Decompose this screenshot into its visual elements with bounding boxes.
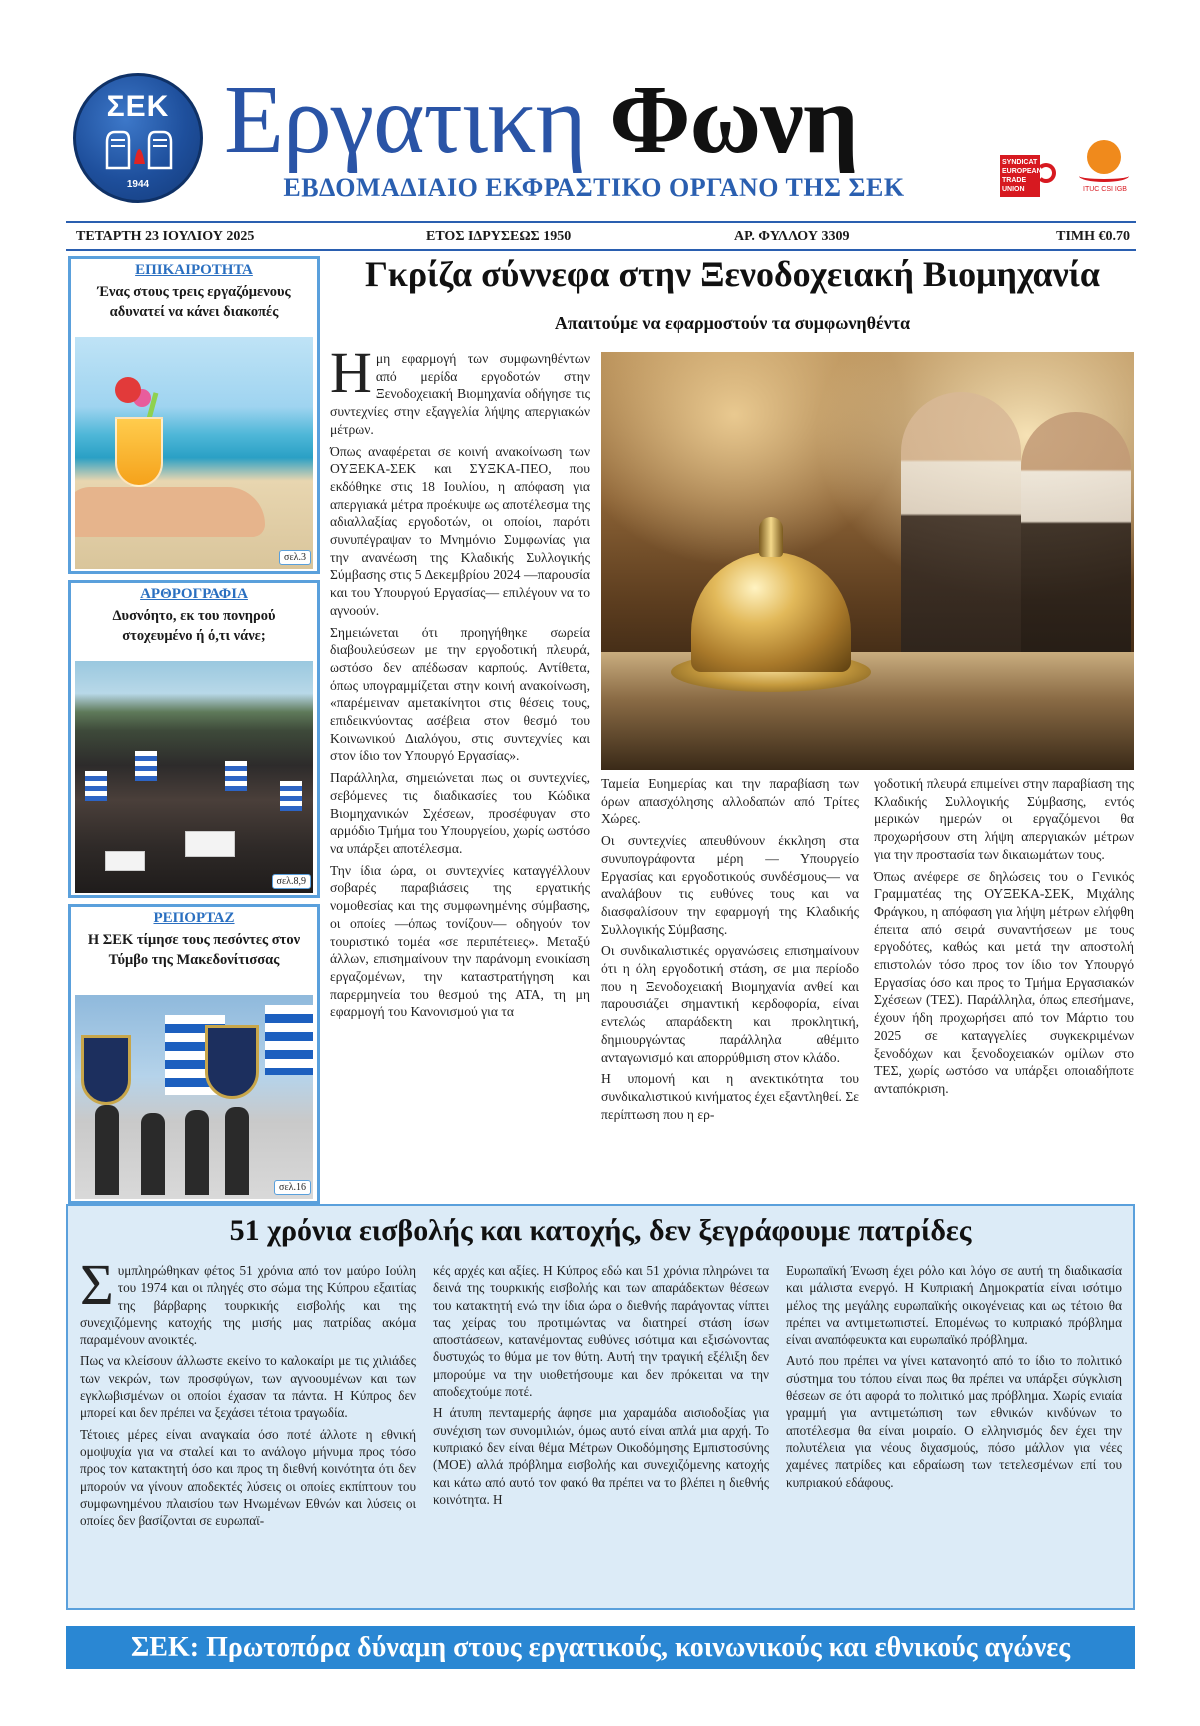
lead-subheadline: Απαιτούμε να εφαρμοστούν τα συμφωνηθέντα <box>554 313 911 333</box>
dateline-rule-bottom <box>66 249 1136 251</box>
person-shape <box>185 1110 209 1195</box>
page-reference[interactable]: σελ.3 <box>279 550 311 565</box>
page-reference[interactable]: σελ.8,9 <box>272 874 311 889</box>
protest-crowd-photo <box>75 661 313 893</box>
invasion-column-3 <box>786 1262 1122 1495</box>
newspaper-subtitle: ΕΒΔΟΜΑΔΙΑΙΟ ΕΚΦΡΑΣΤΙΚΟ ΟΡΓΑΝΟ ΤΗΣ ΣΕΚ <box>283 173 905 202</box>
lead-column-1 <box>330 340 590 1025</box>
ituc-logo-text: ITUC CSI IGB <box>1083 186 1127 193</box>
sidebar-box-opinion[interactable] <box>68 580 320 898</box>
sek-logo <box>73 73 203 203</box>
lead-column-2 <box>601 775 859 1127</box>
sidebar-headline[interactable]: Ένας στους τρεις εργαζόμενους αδυνατεί να κάνει διακοπές <box>97 284 291 320</box>
article-paragraph: Η άτυπη πενταμερής άφησε μια χαραμάδα αισιοδοξίας για συνέχιση των συνομιλιών, όμως αυτό είναι απλά μια αρχή. Το κυπριακό δεν είναι θέμα Μέτρων Οικοδόμησης Εμπιστοσύνης (ΜΟΕ) αλλά πρόβλημα εισβολής και συνεχιζόμενης κατοχής και κάτω από αυτό τον φακό θα πρέπει να το βλέπει η διεθνής κοινότητα. Η <box>433 1405 769 1507</box>
standard-banner-shape <box>81 1035 131 1105</box>
bell-knob-shape <box>759 517 783 557</box>
sek-logo-year: 1944 <box>126 179 150 190</box>
etuc-logo <box>1000 155 1062 197</box>
sidebar-headline[interactable]: Η ΣΕΚ τίμησε τους πεσόντες στον Τύμβο της Μακεδονίτισσας <box>87 932 301 968</box>
article-paragraph: Ταμεία Ευημερίας και την παραβίαση των όρων απασχόλησης αλλοδαπών από Τρίτες Χώρες. <box>601 776 859 827</box>
banner-shape <box>185 831 235 857</box>
ituc-wave-icon <box>1079 170 1129 182</box>
page-reference[interactable]: σελ.16 <box>274 1180 311 1195</box>
flag-shape <box>85 771 107 801</box>
etuc-swirl-icon <box>1036 163 1056 183</box>
invasion-column-1 <box>80 1252 416 1533</box>
article-paragraph: Ημη εφαρμογή των συμφωνηθέντων από μερίδα εργοδοτών στην Ξενοδοχειακή Βιομηχανία οδήγησε τις συντεχνίες στην εξαγγελία λήψης απεργιακών μέτρων. <box>330 340 590 437</box>
article-paragraph: Παράλληλα, σημειώνεται πως οι συντεχνίες, σεβόμενες τις διαδικασίες του Κώδικα Βιομηχανικών Σχέσεων, προσέφυγαν στο αρμόδιο Τμήμα του Υπουργείου, χωρίς ωστόσο να υπάρξει αποτέλεσμα. <box>330 770 590 856</box>
greek-flag-shape <box>265 1005 313 1075</box>
article-paragraph: Σημειώνεται ότι προηγήθηκε σωρεία διαβουλεύσεων με την εργοδοτική πλευρά, ωστόσο δεν απέδωσαν καρπούς. Αντίθετα, όπως υπογραμμίζεται στην κοινή ανακοίνωση, «παρέμειναν αμετακίνητοι στις θέσεις τους, επιδεικνύοντας ασέβεια στον θεσμό του Κοινωνικού Διαλόγου, στις συντεχνίες και στον ίδιο τον Υπουργό Εργασίας». <box>330 624 590 764</box>
standard-banner-shape <box>205 1025 259 1099</box>
article-paragraph: Αυτό που πρέπει να γίνει κατανοητό από το ίδιο το πολιτικό σύστημα του τόπου είναι πως θα πρέπει να υπάρξει σύγκλιση θέσεων σε ότι αφορά το πολιτικό μας πρόβλημα. Χωρίς ενιαία γραμμή για αντιμετώπιση των εθνικών κινδύνων το αποτέλεσμα θα είναι μοιραίο. Ο ελληνισμός δεν έχει την πολυτέλεια για νέους διχασμούς, πόσο μάλλον για νέες χαμένες πατρίδες και εδραίωση των τετελεσμένων επί του κυπριακού εδάφους. <box>786 1353 1122 1490</box>
sidebar-category[interactable]: ΡΕΠΟΡΤΑΖ <box>153 910 235 926</box>
person-shape <box>95 1105 119 1195</box>
banner-shape <box>105 851 145 871</box>
sek-logo-text: ΣΕΚ <box>106 90 170 123</box>
article-paragraph: Την ίδια ώρα, οι συντεχνίες καταγγέλλουν σοβαρές παραβιάσεις της εργατικής νομοθεσίας και της συμφωνημένης σύμβασης, οι οποίες —όπως τονίζουν— οδηγούν τον τουριστικό τομέα «σε περιπέτειες». Μεταξύ άλλων, επισημαίνουν την παράνομη ενοικίαση εργαζομένων, την καταστρατήγηση και παρερμηνεία του θεσμού της ΑΤΑ, τη μη εφαρμογή του Κανονισμού για τα <box>330 862 590 1020</box>
article-paragraph: Ευρωπαϊκή Ένωση έχει ρόλο και λόγο σε αυτή τη διαδικασία και μάλιστα ενεργό. Η Κυπριακή Δημοκρατία είναι ισότιμο μέλος της μεγάλης ευρωπαϊκής οικογένειας και ως τέτοιο θα πρέπει να αντιμετωπιστεί. Επομένως το κυπριακό πρόβλημα είναι αναπόφευκτα και ευρωπαϊκό πρόβλημα. <box>786 1263 1122 1348</box>
invasion-headline[interactable]: 51 χρόνια εισβολής και κατοχής, δεν ξεγράφουμε πατρίδες <box>229 1214 972 1247</box>
article-paragraph: Πως να κλείσουν άλλωστε εκείνο το καλοκαίρι με τις χιλιάδες των νεκρών, των προσφύγων, των αγνοουμένων και των εγκλωβισμένων οι οποίοι έχασαν τα πάντα. Η Κύπρος δεν μπορεί και δεν πρέπει να ξεχάσει τέτοια τραγωδία. <box>80 1353 416 1421</box>
ituc-sun-icon <box>1087 140 1121 174</box>
title-word-2: Φωνη <box>609 66 858 174</box>
sidebar-box-news[interactable] <box>68 256 320 574</box>
person-shape <box>141 1113 165 1195</box>
hotel-reception-photo <box>601 352 1134 770</box>
article-paragraph: Οι συντεχνίες απευθύνουν έκκληση στα συνυπογράφοντα μέρη — Υπουργείο Εργασίας και εργοδοτικούς συνδέσμους— να αναλάβουν τις ευθύνες τους και να διασφαλίσουν την εφαρμογή της Κλαδικής Συλλογικής Σύμβασης. <box>601 833 859 937</box>
receptionist-shape <box>1021 412 1131 672</box>
article-paragraph: κές αρχές και αξίες. Η Κύπρος εδώ και 51 χρόνια πληρώνει τα δεινά της τουρκικής εισβολής και των απαράδεκτων θέσεων του κατακτητή ενώ την ίδια ώρα ο διεθνής παράγοντας νίπτει τας χείρας του προτιμώντας να διατηρεί στάση ίσων αποστάσεων, κατανέμοντας ευθύνες ισότιμα και εξισώνοντας δυστυχώς το θύμα με τον θύτη. Αυτή την τραγική εξέλιξη δεν μπορούμε να την υιοθετήσουμε και δεν πρόκειται να την αποδεχτούμε ποτέ. <box>433 1263 769 1400</box>
fists-icon <box>101 124 177 174</box>
flag-shape <box>280 781 302 811</box>
issue-number: ΑΡ. ΦΥΛΛΟΥ 3309 <box>734 229 850 244</box>
flag-shape <box>135 751 157 781</box>
dateline <box>66 226 1136 248</box>
article-paragraph: Συμπληρώθηκαν φέτος 51 χρόνια από τον μαύρο Ιούλη του 1974 και οι πληγές στο σώμα της Κύπρου εξαιτίας της βάρβαρης τουρκικής εισβολής και της συνεχιζόμενης κατοχής της μισής μας πατρίδας ακόμα παραμένουν ανοικτές. <box>80 1252 416 1348</box>
article-paragraph: γοδοτική πλευρά επιμείνει στην παραβίαση της Κλαδικής Συλλογικής Σύμβασης, εντός μερικών ημερών οι εργαζόμενοι θα προχωρήσουν στη λήψη απεργιακών μέτρων για την προστασία των δικαιωμάτων τους. <box>874 776 1134 862</box>
ituc-logo <box>1075 140 1135 200</box>
invasion-column-2 <box>433 1262 769 1512</box>
lead-column-3 <box>874 775 1134 1102</box>
lead-headline[interactable]: Γκρίζα σύννεφα στην Ξενοδοχειακή Βιομηχανία <box>365 254 1100 294</box>
newspaper-title <box>224 66 964 174</box>
etuc-logo-text: SYNDICAT EUROPEAN TRADE UNION <box>1000 155 1040 197</box>
sidebar-category[interactable]: ΑΡΘΡΟΓΡΑΦΙΑ <box>140 586 248 602</box>
article-paragraph: Η υπομονή και η ανεκτικότητα του συνδικαλιστικού κινήματος έχει εξαντληθεί. Σε περίπτωση που η ερ- <box>601 1071 859 1122</box>
flower-shape <box>115 377 141 403</box>
article-paragraph: Οι συνδικαλιστικές οργανώσεις επισημαίνουν ότι η όλη εργοδοτική στάση, σε μια περίοδο που η Ξενοδοχειακή Βιομηχανία ανθεί και παρουσιάζει σημαντική κερδοφορία, είναι εντελώς απαράδεκτη και προκλητική, δημιουργώντας παράλληλα αθέμιτο ανταγωνισμό και απορρύθμιση στον κλάδο. <box>601 943 859 1065</box>
issue-date: ΤΕΤΑΡΤΗ 23 ΙΟΥΛΙΟΥ 2025 <box>76 229 255 244</box>
article-paragraph: Όπως ανέφερε σε δηλώσεις του ο Γενικός Γραμματέας της ΟΥΞΕΚΑ-ΣΕΚ, Μιχάλης Φράγκου, η απόφαση για λήψη μέτρων ελήφθη έπειτα από σειρά συναντήσεων με τους εργοδότες, καθώς και μετά την αποστολή επιστολών τόσο προς τον ίδιο τον Υπουργό Εργασίας όσο και προς το Τμήμα Εργασιακών Σχέσεων (ΤΕΣ). Παράλληλα, όπως επεσήμανε, έχουν ήδη προχωρήσει από τον Μάρτιο του 2025 σε καταγγελίες συγκεκριμένων ξενοδόχων και ξενοδοχειακών ομίλων στο ΤΕΣ, χωρίς ωστόσο να υπάρξει οποιαδήποτε ανταπόκριση. <box>874 868 1134 1096</box>
founded-year: ΕΤΟΣ ΙΔΡΥΣΕΩΣ 1950 <box>426 229 572 244</box>
cocktail-glass-shape <box>115 417 163 487</box>
service-bell-icon <box>691 552 851 672</box>
person-shape <box>225 1107 249 1195</box>
footer-banner: ΣΕΚ: Πρωτοπόρα δύναμη στους εργατικούς, κοινωνικούς και εθνικούς αγώνες <box>66 1626 1135 1669</box>
sidebar-box-report[interactable] <box>68 904 320 1204</box>
article-paragraph: Όπως αναφέρεται σε κοινή ανακοίνωση των ΟΥΞΕΚΑ-ΣΕΚ και ΣΥΞΚΑ-ΠΕΟ, που εκδόθηκε στις 18 Ιουλίου, η απόφαση για απεργιακά μέτρα προέκυψε ως αποτέλεσμα της αδιαλλαξίας εργοδοτών, οι οποίοι, παρότι συνυπέγραψαν το Μνημόνιο Συμφωνίας για την ανανέωση της Κλαδικής Συλλογικής Σύμβασης στις 5 Δεκεμβρίου 2024 —παρουσία και του Υπουργού Εργασίας— επιλέγουν να το αγνοούν. <box>330 443 590 618</box>
memorial-ceremony-photo <box>75 995 313 1199</box>
sidebar-headline[interactable]: Δυσνόητο, εκ του πονηρού στοχευμένο ή ό,τι νάνε; <box>112 608 276 644</box>
flag-shape <box>225 761 247 791</box>
issue-price: ΤΙΜΗ €0.70 <box>1056 229 1130 244</box>
article-paragraph: Τέτοιες μέρες είναι αναγκαία όσο ποτέ άλλοτε η εθνική ομοψυχία για να σταλεί και το ανάλογο μήνυμα προς τόσο προς τον κατακτητή όσο και προς τη διεθνή κοινότητα ότι δεν μπορούν να γίνουν αποδεκτές λύσεις οι οποίες εκπίπτουν του συμφωνημένου πλαισίου των Ηνωμένων Εθνών και λύσεις οι οποίες δεν βασίζονται σε ευρωπαϊ- <box>80 1426 416 1529</box>
dateline-rule-top <box>66 221 1136 223</box>
sidebar-category[interactable]: ΕΠΙΚΑΙΡΟΤΗΤΑ <box>135 262 253 278</box>
beach-cocktail-photo <box>75 337 313 569</box>
title-word-1: Εργατικη <box>224 66 586 174</box>
hand-shape <box>75 487 265 537</box>
receptionist-shape <box>901 392 1021 662</box>
